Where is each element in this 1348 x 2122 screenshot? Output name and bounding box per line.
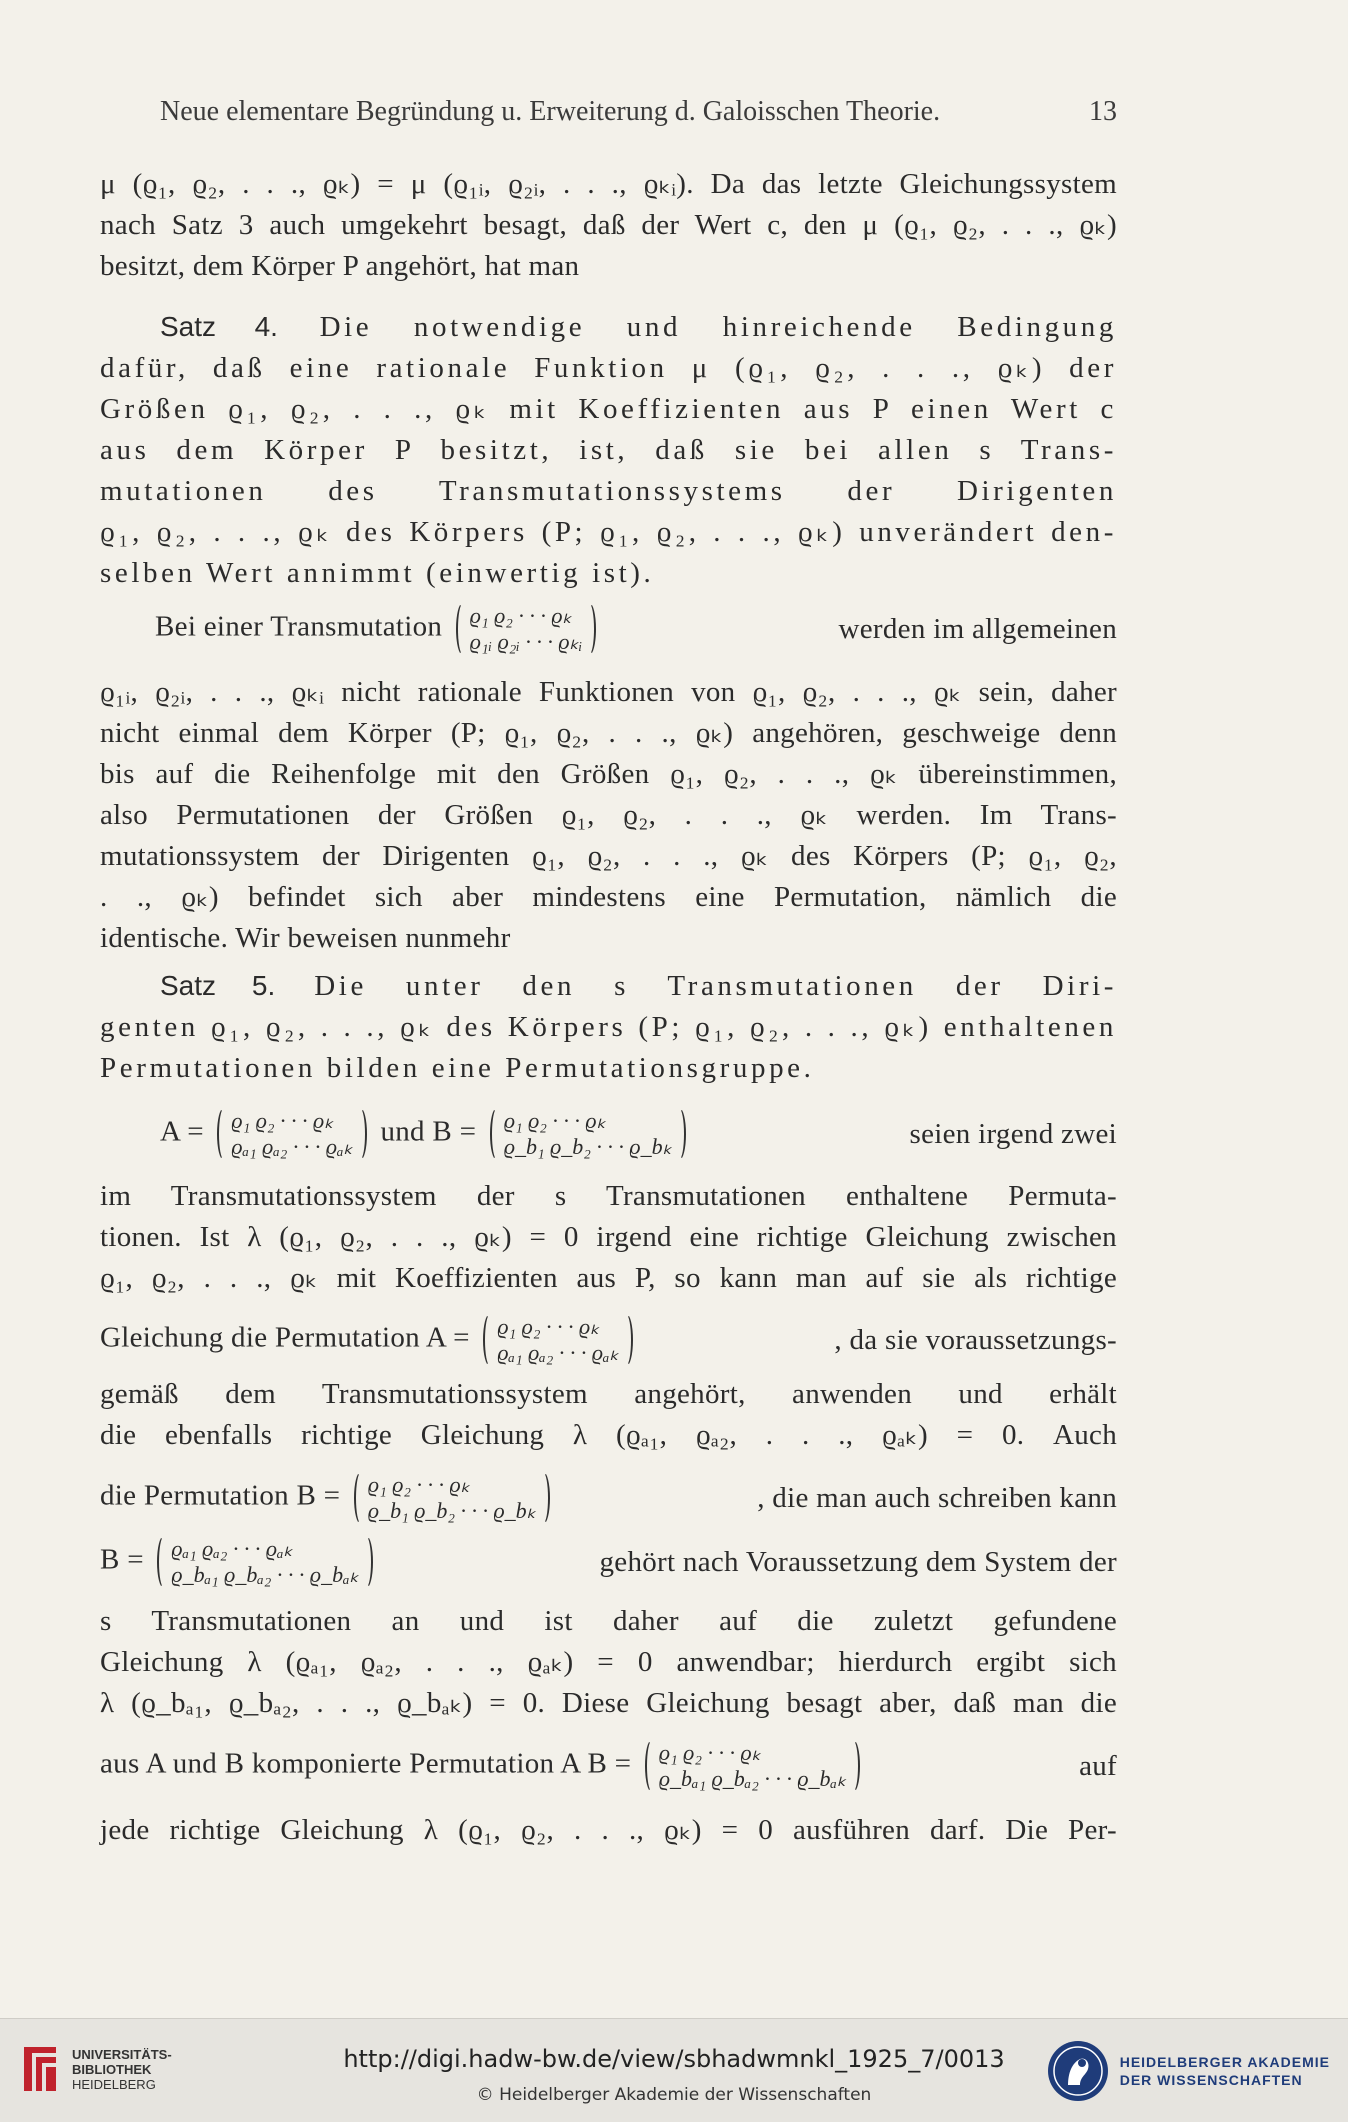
text-line: mutationssystem der Dirigenten ϱ₁, ϱ₂, . . ., ϱₖ des Körpers (P; ϱ₁, ϱ₂,	[100, 840, 1117, 872]
academy-logo[interactable]	[1046, 2039, 1330, 2103]
text-line: tionen. Ist λ (ϱ₁, ϱ₂, . . ., ϱₖ) = 0 irgend eine richtige Gleichung zwischen	[100, 1221, 1117, 1253]
permutation-B-repeat: ϱ₁ ϱ₂ · · · ϱₖ ϱ_b₁ ϱ_b₂ · · · ϱ_bₖ	[354, 1472, 550, 1524]
text-line: ϱ₁, ϱ₂, . . ., ϱₖ mit Koeffizienten aus P, so kann man auf sie als richtige	[100, 1262, 1117, 1294]
theorem-line: genten ϱ₁, ϱ₂, . . ., ϱₖ des Körpers (P; ϱ₁, ϱ₂, . . ., ϱₖ) enthaltenen	[100, 1011, 1117, 1043]
satz5-first-line	[160, 966, 1117, 1006]
theorem-line: selben Wert annimmt (einwertig ist).	[100, 557, 655, 589]
theorem-line: dafür, daß eine rationale Funktion μ (ϱ₁, ϱ₂, . . ., ϱₖ) der	[100, 352, 1117, 384]
satz5-text: Die unter den s Transmutationen der Diri-	[314, 970, 1117, 1002]
text-line: gemäß dem Transmutationssystem angehört, anwenden und erhält	[100, 1378, 1117, 1410]
logo-line: UNIVERSITÄTS-	[72, 2046, 172, 2062]
page-number: 13	[1089, 96, 1117, 127]
theorem-line: Größen ϱ₁, ϱ₂, . . ., ϱₖ mit Koeffizienten aus P einen Wert c	[100, 393, 1117, 425]
theorem-line: mutationen des Transmutationssystems der Dirigenten	[100, 475, 1117, 507]
formula-line: Bei einer Transmutation ϱ₁ ϱ₂ · · · ϱₖ ϱ₁ᵢ ϱ₂ᵢ · · · ϱₖᵢ werden im allgemeinen	[155, 603, 1117, 654]
copyright-notice: © Heidelberger Akademie der Wissenschaften	[476, 2085, 872, 2105]
logo-line: HEIDELBERGER AKADEMIE	[1119, 2054, 1330, 2070]
text-line: s Transmutationen an und ist daher auf die zuletzt gefundene	[100, 1605, 1117, 1637]
text-line: bis auf die Reihenfolge mit den Größen ϱ₁, ϱ₂, . . ., ϱₖ übereinstimmen,	[100, 758, 1117, 790]
text-line: besitzt, dem Körper P angehört, hat man	[100, 250, 580, 282]
logo-line: DER WISSENSCHAFTEN	[1119, 2072, 1303, 2088]
theorem-line: Permutationen bilden eine Permutationsgruppe.	[100, 1052, 815, 1084]
formula-line: B = ϱₐ₁ ϱₐ₂ · · · ϱₐₖ ϱ_bₐ₁ ϱ_bₐ₂ · · · ϱ_bₐₖ gehört nach Voraussetzung dem System der	[100, 1536, 1117, 1587]
permutation-A-repeat: ϱ₁ ϱ₂ · · · ϱₖ ϱₐ₁ ϱₐ₂ · · · ϱₐₖ	[483, 1314, 632, 1366]
logo-line: HEIDELBERG	[72, 2076, 156, 2092]
permutation-B-rewritten: ϱₐ₁ ϱₐ₂ · · · ϱₐₖ ϱ_bₐ₁ ϱ_bₐ₂ · · · ϱ_bₐₖ	[157, 1536, 372, 1588]
formula-line: aus A und B komponierte Permutation A B = ϱ₁ ϱ₂ · · · ϱₖ ϱ_bₐ₁ ϱ_bₐ₂ · · · ϱ_bₐₖ auf	[100, 1740, 1117, 1791]
text-line: ϱ₁ᵢ, ϱ₂ᵢ, . . ., ϱₖᵢ nicht rationale Funktionen von ϱ₁, ϱ₂, . . ., ϱₖ sein, daher	[100, 676, 1117, 708]
text-line: also Permutationen der Größen ϱ₁, ϱ₂, . . ., ϱₖ werden. Im Trans-	[100, 799, 1117, 831]
text-line: jede richtige Gleichung λ (ϱ₁, ϱ₂, . . ., ϱₖ) = 0 ausführen darf. Die Per-	[100, 1814, 1117, 1846]
text-line: die ebenfalls richtige Gleichung λ (ϱₐ₁, ϱₐ₂, . . ., ϱₐₖ) = 0. Auch	[100, 1419, 1117, 1451]
text-line: identische. Wir beweisen nunmehr	[100, 922, 511, 954]
permalink-url[interactable]: http://digi.hadw-bw.de/view/sbhadwmnkl_1925_7/0013	[343, 2045, 1005, 2073]
satz4-text: Die notwendige und hinreichende Bedingung	[319, 311, 1117, 343]
composed-permutation-AB: ϱ₁ ϱ₂ · · · ϱₖ ϱ_bₐ₁ ϱ_bₐ₂ · · · ϱ_bₐₖ	[645, 1740, 860, 1792]
text-line: . ., ϱₖ) befindet sich aber mindestens eine Permutation, nämlich die	[100, 881, 1117, 913]
permutation-B: ϱ₁ ϱ₂ · · · ϱₖ ϱ_b₁ ϱ_b₂ · · · ϱ_bₖ	[490, 1108, 686, 1160]
satz4-first-line	[160, 307, 1117, 347]
academy-seal-icon	[1046, 2039, 1110, 2103]
formula-line: A = ϱ₁ ϱ₂ · · · ϱₖ ϱₐ₁ ϱₐ₂ · · · ϱₐₖ und B = ϱ₁ ϱ₂ · · · ϱₖ ϱ_b₁ ϱ_b₂ · · · ϱ_bₖ seien irgend zwei	[160, 1108, 1117, 1159]
text-line: im Transmutationssystem der s Transmutationen enthaltene Permuta-	[100, 1180, 1117, 1212]
logo-line: BIBLIOTHEK	[72, 2061, 152, 2077]
text-line: μ (ϱ₁, ϱ₂, . . ., ϱₖ) = μ (ϱ₁ᵢ, ϱ₂ᵢ, . . ., ϱₖᵢ). Da das letzte Gleichungssystem	[100, 168, 1117, 200]
satz5-label: Satz 5.	[160, 970, 276, 1001]
text-line: Gleichung λ (ϱₐ₁, ϱₐ₂, . . ., ϱₐₖ) = 0 anwendbar; hierdurch ergibt sich	[100, 1646, 1117, 1678]
formula-line: Gleichung die Permutation A = ϱ₁ ϱ₂ · · · ϱₖ ϱₐ₁ ϱₐ₂ · · · ϱₐₖ , da sie voraussetzungs-	[100, 1314, 1117, 1365]
theorem-line: ϱ₁, ϱ₂, . . ., ϱₖ des Körpers (P; ϱ₁, ϱ₂, . . ., ϱₖ) unverändert den-	[100, 516, 1117, 548]
text-line: λ (ϱ_bₐ₁, ϱ_bₐ₂, . . ., ϱ_bₐₖ) = 0. Diese Gleichung besagt aber, daß man die	[100, 1687, 1117, 1719]
text-line: nach Satz 3 auch umgekehrt besagt, daß der Wert c, den μ (ϱ₁, ϱ₂, . . ., ϱₖ)	[100, 209, 1117, 241]
running-header	[160, 96, 1117, 128]
running-title: Neue elementare Begründung u. Erweiterung d. Galoisschen Theorie.	[160, 96, 941, 127]
viewer-footer	[0, 2018, 1348, 2122]
transmutation-matrix: ϱ₁ ϱ₂ · · · ϱₖ ϱ₁ᵢ ϱ₂ᵢ · · · ϱₖᵢ	[456, 603, 597, 655]
theorem-line: aus dem Körper P besitzt, ist, daß sie bei allen s Trans-	[100, 434, 1117, 466]
text-line: nicht einmal dem Körper (P; ϱ₁, ϱ₂, . . ., ϱₖ) angehören, geschweige denn	[100, 717, 1117, 749]
permutation-A: ϱ₁ ϱ₂ · · · ϱₖ ϱₐ₁ ϱₐ₂ · · · ϱₐₖ	[217, 1108, 366, 1160]
satz4-label: Satz 4.	[160, 311, 278, 342]
formula-line: die Permutation B = ϱ₁ ϱ₂ · · · ϱₖ ϱ_b₁ ϱ_b₂ · · · ϱ_bₖ , die man auch schreiben kann	[100, 1472, 1117, 1523]
